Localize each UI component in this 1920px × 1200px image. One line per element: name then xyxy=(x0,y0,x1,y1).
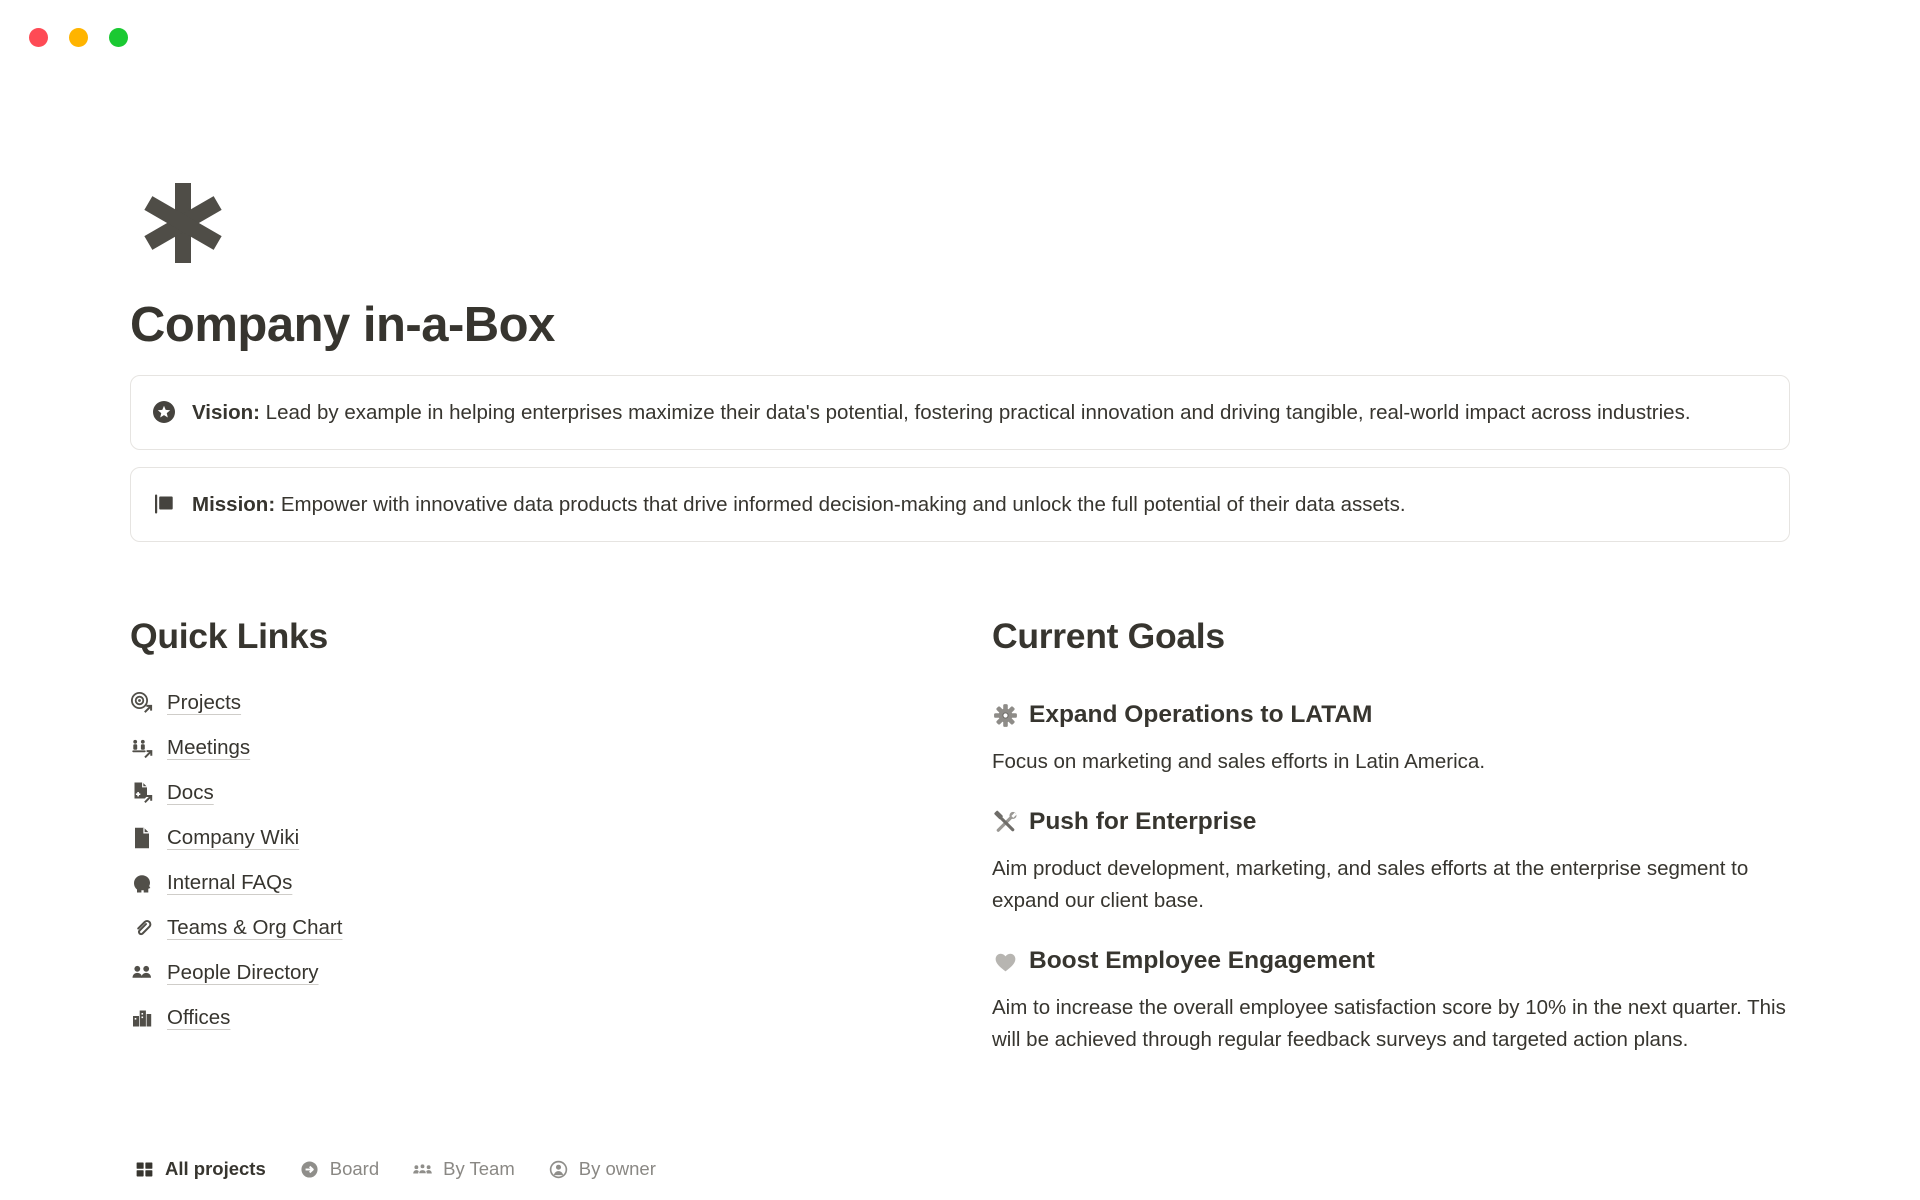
page-title: Company in-a-Box xyxy=(130,298,555,352)
team-view-icon xyxy=(412,1159,433,1180)
tab-by-team[interactable] xyxy=(412,1158,515,1180)
gear-icon xyxy=(992,702,1019,729)
mission-callout xyxy=(130,467,1790,542)
flag-icon xyxy=(152,492,176,516)
close-window-button[interactable] xyxy=(29,28,48,47)
minimize-window-button[interactable] xyxy=(69,28,88,47)
list-item xyxy=(130,860,992,905)
target-arrow-icon xyxy=(130,691,154,715)
tab-label: By Team xyxy=(443,1158,515,1179)
paperclip-icon xyxy=(130,916,154,940)
quick-link-company-wiki[interactable]: Company Wiki xyxy=(167,825,300,849)
quick-link-people-directory[interactable]: People Directory xyxy=(167,960,319,984)
goal-item xyxy=(992,699,1790,778)
quick-links-list xyxy=(130,680,992,1040)
document-add-arrow-icon xyxy=(130,781,154,805)
goal-title: Boost Employee Engagement xyxy=(1029,947,1375,974)
goal-item xyxy=(992,945,1790,1056)
list-item xyxy=(130,770,992,815)
goal-description: Aim product development, marketing, and sales efforts at the enterprise segment to expand our client base. xyxy=(992,857,1749,912)
mission-text xyxy=(192,489,1406,520)
database-view-tabs xyxy=(134,1158,656,1180)
goal-description: Focus on marketing and sales efforts in Latin America. xyxy=(992,750,1486,773)
tab-label: Board xyxy=(329,1158,380,1179)
grid-view-icon xyxy=(134,1159,155,1180)
meeting-arrow-icon xyxy=(130,736,154,760)
quick-link-offices[interactable]: Offices xyxy=(167,1005,231,1029)
current-goals-heading: Current Goals xyxy=(992,616,1225,656)
page-icon xyxy=(130,826,154,850)
page-content xyxy=(130,0,1790,1056)
vision-text xyxy=(192,397,1691,428)
quick-link-internal-faqs[interactable]: Internal FAQs xyxy=(167,870,293,894)
quick-links-column xyxy=(130,618,992,1040)
goal-description: Aim to increase the overall employee satisfaction score by 10% in the next quarter. This will be achieved through regular feedback surveys and targeted action plans. xyxy=(992,996,1786,1051)
quick-links-heading: Quick Links xyxy=(130,616,328,656)
list-item xyxy=(130,815,992,860)
person-head-icon xyxy=(130,871,154,895)
tab-label: By owner xyxy=(578,1158,656,1179)
people-icon xyxy=(130,961,154,985)
quick-link-projects[interactable]: Projects xyxy=(167,690,242,714)
vision-body: Lead by example in helping enterprises maximize their data's potential, fostering practical innovation and driving tangible, real-world impact across industries. xyxy=(265,401,1691,424)
list-item xyxy=(130,950,992,995)
goal-title: Expand Operations to LATAM xyxy=(1029,701,1373,728)
current-goals-column xyxy=(992,618,1790,1056)
tab-board[interactable] xyxy=(299,1158,379,1180)
tab-all-projects[interactable] xyxy=(134,1158,266,1180)
heart-icon xyxy=(992,948,1019,975)
list-item xyxy=(130,905,992,950)
list-item xyxy=(130,995,992,1040)
tab-label: All projects xyxy=(165,1158,266,1179)
goal-title: Push for Enterprise xyxy=(1029,808,1257,835)
tools-icon xyxy=(992,809,1019,836)
list-item xyxy=(130,680,992,725)
zoom-window-button[interactable] xyxy=(109,28,128,47)
list-item xyxy=(130,725,992,770)
quick-link-meetings[interactable]: Meetings xyxy=(167,735,251,759)
goal-item xyxy=(992,806,1790,917)
goal-heading xyxy=(992,699,1790,731)
board-view-icon xyxy=(299,1159,320,1180)
buildings-icon xyxy=(130,1006,154,1030)
vision-callout xyxy=(130,375,1790,450)
window-controls xyxy=(29,28,128,47)
vision-label: Vision: xyxy=(192,401,260,424)
star-circle-icon xyxy=(152,400,176,424)
owner-view-icon xyxy=(548,1159,569,1180)
goal-heading xyxy=(992,945,1790,977)
mission-label: Mission: xyxy=(192,493,276,516)
quick-link-docs[interactable]: Docs xyxy=(167,780,214,804)
asterisk-icon[interactable] xyxy=(144,183,222,263)
quick-link-teams-org-chart[interactable]: Teams & Org Chart xyxy=(167,915,343,939)
mission-body: Empower with innovative data products that drive informed decision-making and unlock the full potential of their data assets. xyxy=(280,493,1406,516)
tab-by-owner[interactable] xyxy=(548,1158,656,1180)
goal-heading xyxy=(992,806,1790,838)
